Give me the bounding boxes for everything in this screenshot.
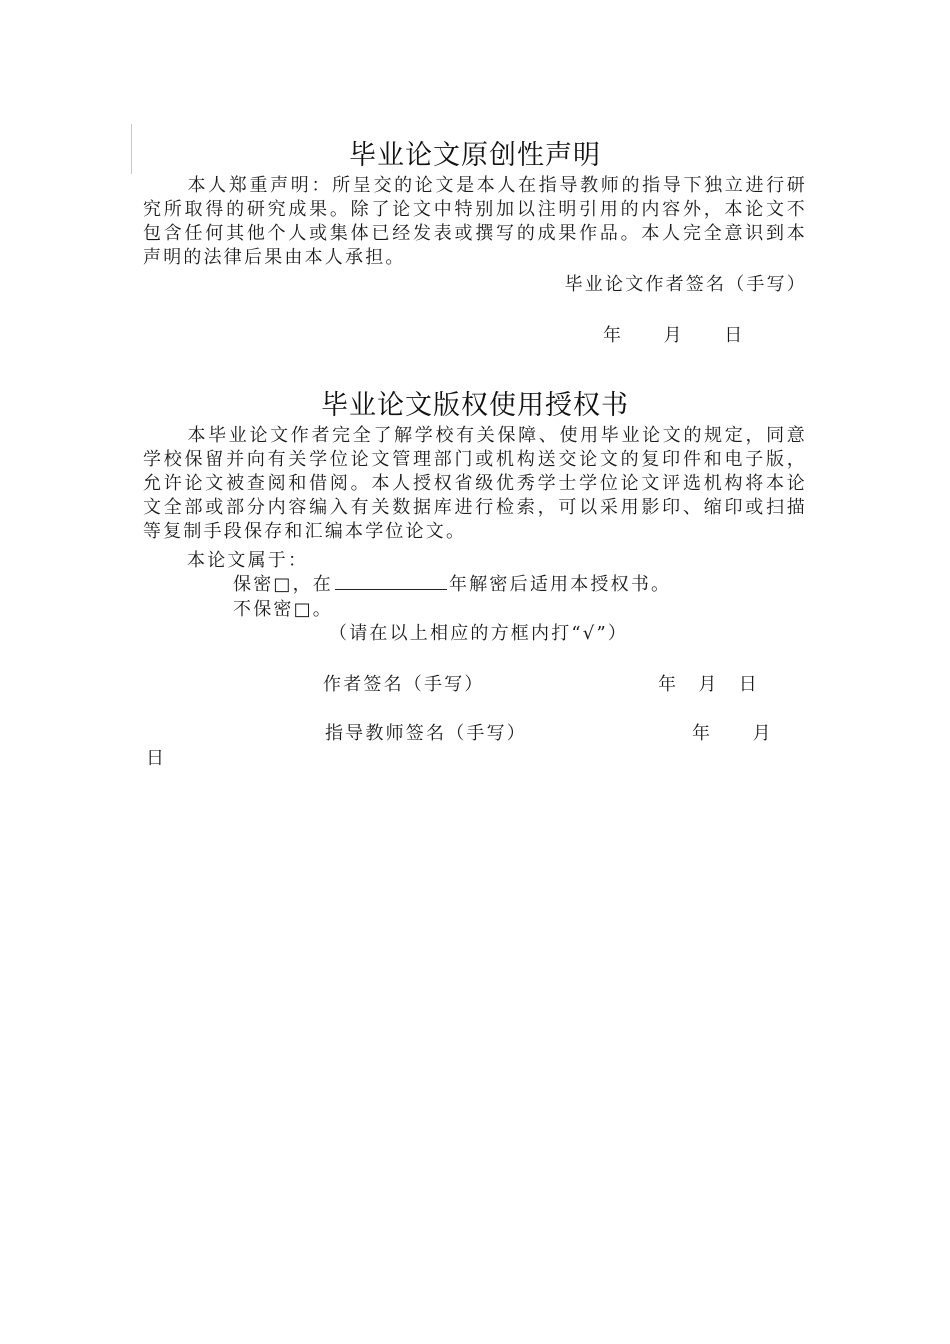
advisor-signature-label: 指导教师签名（手写）: [325, 723, 527, 744]
declaration-text: 本人郑重声明：所呈交的论文是本人在指导教师的指导下独立进行研究所取得的研究成果。除了论文中特别加以注明引用的内容外，本论文不包含任何其他个人或集体已经发表或撰写的成果作品。本人完全意识到本声明的法律后果由本人承担。: [143, 175, 807, 268]
option-secret: [233, 573, 671, 597]
declaration-title: 毕业论文原创性声明: [349, 140, 601, 171]
declaration-body: [143, 174, 807, 270]
option-secret-suffix: 年解密后适用本授权书。: [449, 574, 672, 595]
author-date-line: 年 月 日: [658, 674, 759, 695]
advisor-date-line: 年 月: [692, 723, 773, 744]
checkbox-instruction: （请在以上相应的方框内打“√”）: [329, 623, 629, 644]
authorization-body: [143, 424, 807, 544]
author-signature-label: 作者签名（手写）: [323, 674, 485, 695]
option-not-secret: 不保密□。: [233, 599, 334, 620]
option-secret-prefix: 保密□，在: [233, 574, 334, 595]
years-blank-field[interactable]: [335, 573, 447, 590]
authorization-text: 本毕业论文作者完全了解学校有关保障、使用毕业论文的规定，同意学校保留并向有关学位论文管理部门或机构送交论文的复印件和电子版，允许论文被查阅和借阅。本人授权省级优秀学士学位论文评选机构将本论文全部或部分内容编入有关数据库进行检索，可以采用影印、缩印或扫描等复制手段保存和汇编本学位论文。: [143, 425, 807, 542]
declaration-signature-label: 毕业论文作者签名（手写）: [564, 274, 807, 295]
belongs-label: 本论文属于：: [187, 550, 309, 571]
authorization-title: 毕业论文版权使用授权书: [321, 390, 629, 421]
advisor-date-day: 日: [146, 748, 167, 769]
declaration-date-line: 年 月 日: [603, 325, 745, 346]
